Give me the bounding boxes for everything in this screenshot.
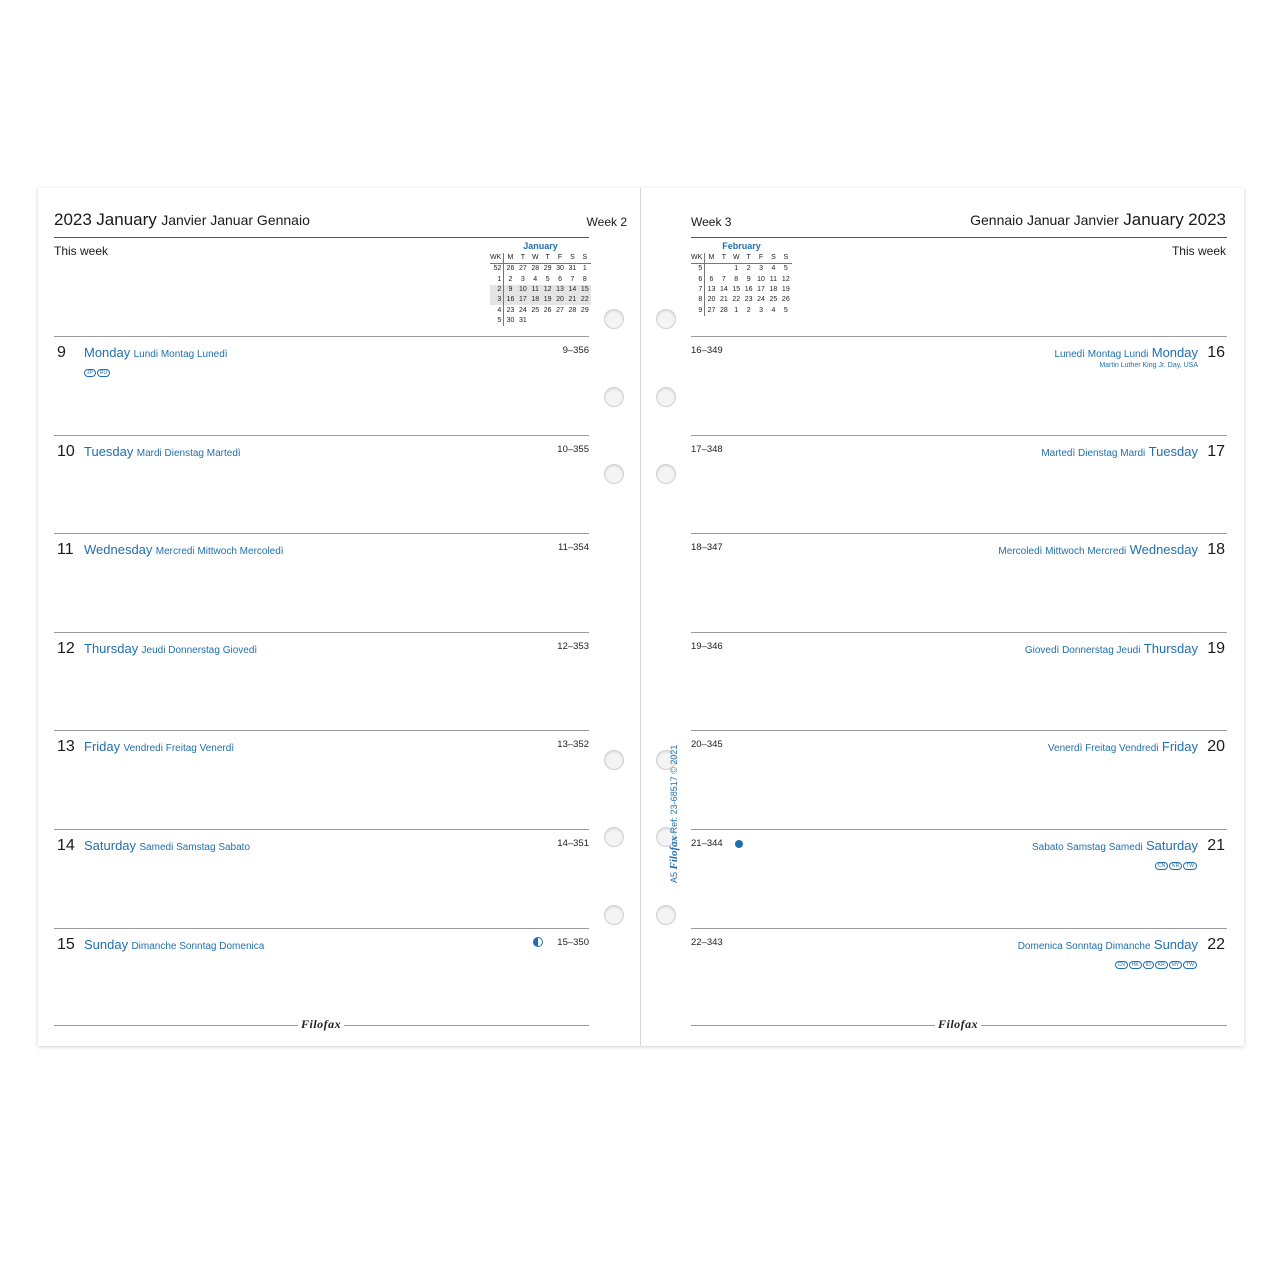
day-section-wednesday[interactable]	[691, 533, 1227, 631]
mini-calendar-february	[691, 241, 792, 316]
week-number-cell: 9	[691, 305, 705, 315]
day-name	[84, 444, 241, 459]
date-cell: 10	[757, 275, 765, 283]
day-number: 10	[57, 442, 75, 460]
date-cell: 9	[746, 275, 751, 283]
mini-calendar-week-row	[691, 264, 792, 275]
date-cell	[579, 316, 591, 326]
date-cell: 5	[783, 306, 788, 314]
day-count: 20–345	[691, 739, 723, 751]
date-cell: 8	[582, 275, 587, 283]
date-cell: 26	[543, 306, 552, 314]
binder-hole	[656, 387, 676, 407]
date-cell: 13	[707, 286, 716, 294]
first-quarter-moon-icon	[533, 937, 543, 947]
date-cell: 23	[506, 306, 515, 314]
filofax-logo: Filofax	[298, 1017, 344, 1032]
day-count: 16–349	[691, 345, 723, 356]
day-section-monday[interactable]	[54, 336, 589, 434]
day-name-english: Monday	[84, 345, 131, 360]
country-badge: MY	[1169, 961, 1183, 969]
date-cell: 28	[568, 306, 577, 314]
date-cell: 14	[719, 286, 728, 294]
day-name-translations: Lunedì Montag Lundi	[1054, 349, 1149, 360]
week-number-cell: 2	[490, 285, 504, 295]
date-cell: 21	[566, 295, 578, 305]
day-name	[84, 739, 234, 754]
date-cell: 15	[732, 286, 741, 294]
day-name-translations: Mercoledì Mittwoch Mercredi	[998, 546, 1127, 558]
day-count: 18–347	[691, 542, 723, 554]
day-number: 11	[57, 541, 74, 559]
day-section-thursday[interactable]	[691, 632, 1227, 730]
left-page-title	[54, 210, 310, 230]
right-page	[641, 188, 1244, 1046]
year-label: 2023	[54, 210, 92, 229]
holiday-label: Martin Luther King Jr. Day, USA	[1099, 362, 1198, 369]
country-badge: CN	[1155, 862, 1168, 870]
date-cell: 2	[746, 306, 751, 314]
date-cell: 9	[504, 285, 517, 295]
day-count: 19–346	[691, 640, 723, 652]
mini-calendar-week-row	[691, 275, 792, 285]
binder-hole	[604, 464, 624, 484]
date-cell: 29	[543, 265, 552, 273]
day-count: 12–353	[557, 640, 589, 652]
day-name	[1048, 739, 1198, 754]
date-cell: 10	[517, 285, 529, 295]
country-badge: CN	[1115, 961, 1128, 969]
date-cell: 28	[531, 265, 540, 273]
day-name	[1041, 444, 1198, 459]
day-name-english: Saturday	[84, 838, 137, 853]
day-count: 22–343	[691, 936, 723, 948]
planner-spread	[38, 188, 1244, 1046]
date-cell: 16	[504, 295, 517, 305]
date-cell: 12	[541, 285, 553, 295]
day-count: 13–352	[557, 739, 589, 751]
day-divider	[54, 730, 589, 731]
binder-hole	[656, 464, 676, 484]
day-divider	[54, 829, 589, 830]
mini-calendar-title: January	[523, 241, 558, 251]
reference-number: Ref: 23-68517	[669, 776, 679, 834]
mini-calendar-header-cell: T	[742, 253, 754, 264]
day-number: 19	[1207, 639, 1225, 657]
day-name-english: Sunday	[1153, 936, 1198, 952]
day-section-thursday[interactable]	[54, 632, 589, 730]
month-label: January	[96, 210, 157, 229]
week-number-cell: 52	[490, 264, 504, 275]
date-cell	[566, 316, 578, 326]
binder-hole	[656, 905, 676, 925]
mini-calendar-week-row	[490, 275, 591, 285]
date-cell: 31	[518, 316, 527, 324]
right-page-title	[970, 210, 1226, 230]
mini-calendar-header-cell: T	[718, 253, 730, 264]
date-cell	[705, 264, 718, 275]
day-section-friday[interactable]	[54, 730, 589, 828]
mini-calendar-header-row	[490, 253, 591, 264]
date-cell: 22	[732, 296, 741, 304]
day-number: 13	[57, 738, 75, 756]
date-cell: 14	[566, 285, 578, 295]
mini-calendar-grid	[691, 253, 792, 316]
day-name-translations: Dimanche Sonntag Domenica	[131, 940, 265, 952]
date-cell: 20	[707, 296, 716, 304]
day-number: 21	[1207, 837, 1225, 854]
mini-calendar-header-cell: W	[529, 253, 541, 264]
day-name-translations: Sabato Samstag Samedi	[1031, 842, 1143, 853]
date-cell: 8	[734, 275, 739, 283]
date-cell: 1	[734, 265, 739, 273]
mini-calendar-header-cell: T	[517, 253, 529, 264]
day-section-sunday[interactable]	[691, 928, 1227, 1026]
mini-calendar-header-cell: S	[767, 253, 779, 264]
date-cell: 7	[570, 275, 575, 283]
date-cell: 18	[529, 295, 541, 305]
date-cell: 4	[771, 306, 776, 314]
day-count: 11–354	[558, 542, 589, 554]
day-name-english: Thursday	[84, 640, 139, 656]
day-count: 14–351	[557, 838, 589, 849]
binder-hole	[656, 309, 676, 329]
mini-calendar-header-cell: F	[755, 253, 767, 264]
date-cell: 7	[721, 275, 726, 283]
mini-calendar-header-cell: S	[566, 253, 578, 264]
day-section-monday[interactable]	[691, 336, 1227, 434]
day-count: 15–350	[557, 936, 589, 948]
date-cell: 24	[518, 306, 527, 314]
day-name	[1054, 345, 1198, 360]
day-name	[84, 937, 264, 952]
week-number-cell: 5	[691, 264, 705, 275]
date-cell: 19	[541, 295, 553, 305]
date-cell: 5	[783, 265, 788, 273]
country-badge: KR	[1155, 961, 1168, 969]
day-number: 9	[57, 344, 66, 361]
date-cell: 27	[518, 265, 527, 273]
size-label: A5	[669, 871, 679, 883]
day-name-english: Sunday	[84, 936, 129, 952]
day-name-translations: Venerdì Freitag Vendredi	[1047, 743, 1159, 755]
spine-reference	[668, 745, 680, 883]
mini-calendar-week-row	[490, 264, 591, 275]
week-number-cell: 6	[691, 275, 705, 285]
date-cell: 3	[520, 275, 525, 283]
day-count: 21–344	[691, 838, 723, 849]
date-cell: 12	[781, 275, 790, 283]
date-cell: 2	[746, 265, 751, 273]
new-moon-icon	[735, 840, 743, 848]
mini-calendar-grid	[490, 253, 591, 326]
day-divider	[691, 632, 1227, 633]
day-name	[1025, 641, 1198, 656]
day-name-translations: Vendredi Freitag Venerdì	[123, 743, 235, 755]
day-number: 22	[1207, 935, 1225, 953]
month-translations: Gennaio Januar Janvier	[970, 212, 1119, 228]
country-badge: ID	[1143, 961, 1154, 969]
copyright-label: © 2021	[669, 744, 679, 774]
date-cell: 23	[744, 296, 753, 304]
day-divider	[691, 829, 1227, 830]
mini-calendar-week-row	[691, 295, 792, 305]
day-name-english: Friday	[84, 739, 121, 755]
date-cell: 1	[582, 265, 587, 273]
date-cell: 4	[533, 275, 538, 283]
mini-calendar-header-cell: WK	[691, 253, 705, 264]
filofax-logo: Filofax	[935, 1017, 981, 1032]
date-cell: 19	[781, 286, 790, 294]
day-number: 18	[1207, 541, 1225, 559]
binder-hole	[604, 387, 624, 407]
day-count: 17–348	[691, 443, 723, 455]
date-cell: 17	[517, 295, 529, 305]
day-number: 17	[1207, 442, 1225, 460]
day-name-translations: Mardi Dienstag Martedì	[136, 447, 241, 459]
left-page	[38, 188, 640, 1046]
filofax-logo: Filofax	[668, 835, 680, 870]
date-cell: 15	[579, 285, 591, 295]
day-number: 20	[1207, 738, 1225, 756]
day-divider	[691, 533, 1227, 534]
mini-calendar-week-row	[490, 316, 591, 326]
day-name-english: Wednesday	[1129, 542, 1198, 558]
day-divider	[691, 928, 1227, 929]
mini-calendar-week-row	[691, 285, 792, 295]
month-translations: Janvier Januar Gennaio	[161, 212, 310, 228]
date-cell: 3	[759, 265, 763, 273]
day-divider	[691, 435, 1227, 436]
country-badge: TW	[1183, 862, 1197, 870]
date-cell: 5	[545, 275, 550, 283]
day-name-english: Friday	[1161, 739, 1198, 755]
date-cell	[529, 316, 541, 326]
day-name	[998, 542, 1198, 557]
day-name-translations: Lundi Montag Lunedì	[133, 349, 228, 360]
mini-calendar-header-cell: F	[554, 253, 566, 264]
binder-hole	[604, 827, 624, 847]
country-badge: RU	[97, 369, 110, 377]
day-name	[84, 838, 250, 853]
day-divider	[54, 336, 589, 337]
date-cell: 28	[719, 306, 728, 314]
week-number-cell: 5	[490, 316, 504, 326]
day-count: 9–356	[562, 345, 589, 356]
day-section-sunday[interactable]	[54, 928, 589, 1026]
date-cell	[554, 316, 566, 326]
day-divider	[54, 435, 589, 436]
mini-calendar-header-cell: M	[504, 253, 517, 264]
mini-calendar-week-row	[490, 295, 591, 305]
week-number-cell: 8	[691, 295, 705, 305]
date-cell: 6	[558, 275, 562, 283]
date-cell: 26	[781, 296, 790, 304]
mini-calendar-header-cell: S	[780, 253, 792, 264]
date-cell: 29	[580, 306, 589, 314]
day-name-translations: Samedi Samstag Sabato	[139, 842, 251, 853]
date-cell: 17	[757, 286, 765, 294]
date-cell: 30	[506, 316, 515, 324]
day-section-friday[interactable]	[691, 730, 1227, 828]
date-cell: 2	[508, 275, 513, 283]
day-number: 16	[1207, 344, 1225, 361]
day-section-wednesday[interactable]	[54, 533, 589, 631]
week-number: Week 2	[586, 215, 627, 229]
date-cell: 1	[734, 306, 739, 314]
mini-calendar-header-cell: M	[705, 253, 718, 264]
date-cell: 13	[554, 285, 566, 295]
mini-calendar-january	[490, 241, 591, 326]
date-cell: 11	[529, 285, 541, 295]
date-cell: 22	[579, 295, 591, 305]
mini-calendar-header-row	[691, 253, 792, 264]
day-name-english: Saturday	[1145, 838, 1198, 853]
date-cell: 21	[719, 296, 728, 304]
week-number: Week 3	[691, 215, 732, 229]
day-divider	[691, 336, 1227, 337]
day-name-english: Thursday	[1143, 640, 1198, 656]
header-divider	[691, 237, 1227, 238]
country-badge: HK	[1129, 961, 1142, 969]
date-cell: 3	[759, 306, 763, 314]
binder-hole	[604, 905, 624, 925]
day-divider	[691, 730, 1227, 731]
holiday-country-badges	[1115, 953, 1198, 971]
mini-calendar-header-cell: W	[730, 253, 742, 264]
date-cell: 4	[771, 265, 776, 273]
country-badge: JP	[84, 369, 96, 377]
day-name-translations: Martedì Dienstag Mardi	[1041, 447, 1146, 459]
day-count: 10–355	[557, 443, 589, 455]
day-name-translations: Domenica Sonntag Dimanche	[1017, 940, 1151, 952]
date-cell: 18	[769, 286, 778, 294]
date-cell: 27	[556, 306, 564, 314]
day-section-saturday[interactable]	[691, 829, 1227, 927]
country-badge: TW	[1183, 961, 1197, 969]
date-cell: 27	[707, 306, 716, 314]
day-divider	[54, 632, 589, 633]
day-section-saturday[interactable]	[54, 829, 589, 927]
date-cell: 25	[531, 306, 540, 314]
date-cell: 16	[744, 286, 753, 294]
week-number-cell: 1	[490, 275, 504, 285]
day-name	[84, 542, 284, 557]
binder-hole	[604, 750, 624, 770]
date-cell: 30	[556, 265, 564, 273]
week-number-cell: 7	[691, 285, 705, 295]
mini-calendar-week-row	[691, 305, 792, 315]
mini-calendar-week-row	[490, 285, 591, 295]
year-label: 2023	[1188, 210, 1226, 229]
date-cell: 25	[769, 296, 778, 304]
day-name-english: Monday	[1151, 345, 1198, 360]
date-cell: 26	[506, 265, 515, 273]
date-cell: 11	[769, 275, 778, 283]
mini-calendar-header-cell: T	[541, 253, 553, 264]
day-name-english: Tuesday	[1148, 443, 1198, 459]
mini-calendar-title: February	[722, 241, 761, 251]
day-number: 14	[57, 837, 75, 854]
day-divider	[54, 928, 589, 929]
binder-hole	[604, 309, 624, 329]
date-cell: 20	[554, 295, 566, 305]
date-cell: 24	[757, 296, 765, 304]
day-name	[84, 345, 228, 360]
country-badge: KR	[1169, 862, 1182, 870]
day-name-translations: Mercredi Mittwoch Mercoledì	[155, 546, 284, 558]
mini-calendar-week-row	[490, 305, 591, 315]
holiday-country-badges	[1155, 854, 1198, 872]
week-number-cell: 4	[490, 305, 504, 315]
day-number: 15	[57, 935, 75, 953]
this-week-label: This week	[54, 244, 109, 258]
mini-calendar-header-cell: S	[579, 253, 591, 264]
header-divider	[54, 237, 589, 238]
date-cell: 31	[568, 265, 577, 273]
day-name-english: Tuesday	[84, 443, 134, 459]
date-cell	[718, 264, 730, 275]
day-divider	[54, 533, 589, 534]
mini-calendar-header-cell: WK	[490, 253, 504, 264]
day-name-translations: Jeudi Donnerstag Giovedì	[141, 644, 258, 656]
day-section-tuesday[interactable]	[54, 435, 589, 533]
month-label: January	[1123, 210, 1184, 229]
week-number-cell: 3	[490, 295, 504, 305]
holiday-country-badges	[84, 361, 111, 379]
day-number: 12	[57, 639, 75, 657]
date-cell: 6	[709, 275, 714, 283]
day-name	[1032, 838, 1198, 853]
day-name	[84, 641, 257, 656]
day-name-english: Wednesday	[84, 542, 153, 558]
day-name-translations: Giovedì Donnerstag Jeudi	[1024, 644, 1141, 656]
day-section-tuesday[interactable]	[691, 435, 1227, 533]
day-name	[1018, 937, 1198, 952]
this-week-label: This week	[1171, 244, 1226, 258]
date-cell	[541, 316, 553, 326]
